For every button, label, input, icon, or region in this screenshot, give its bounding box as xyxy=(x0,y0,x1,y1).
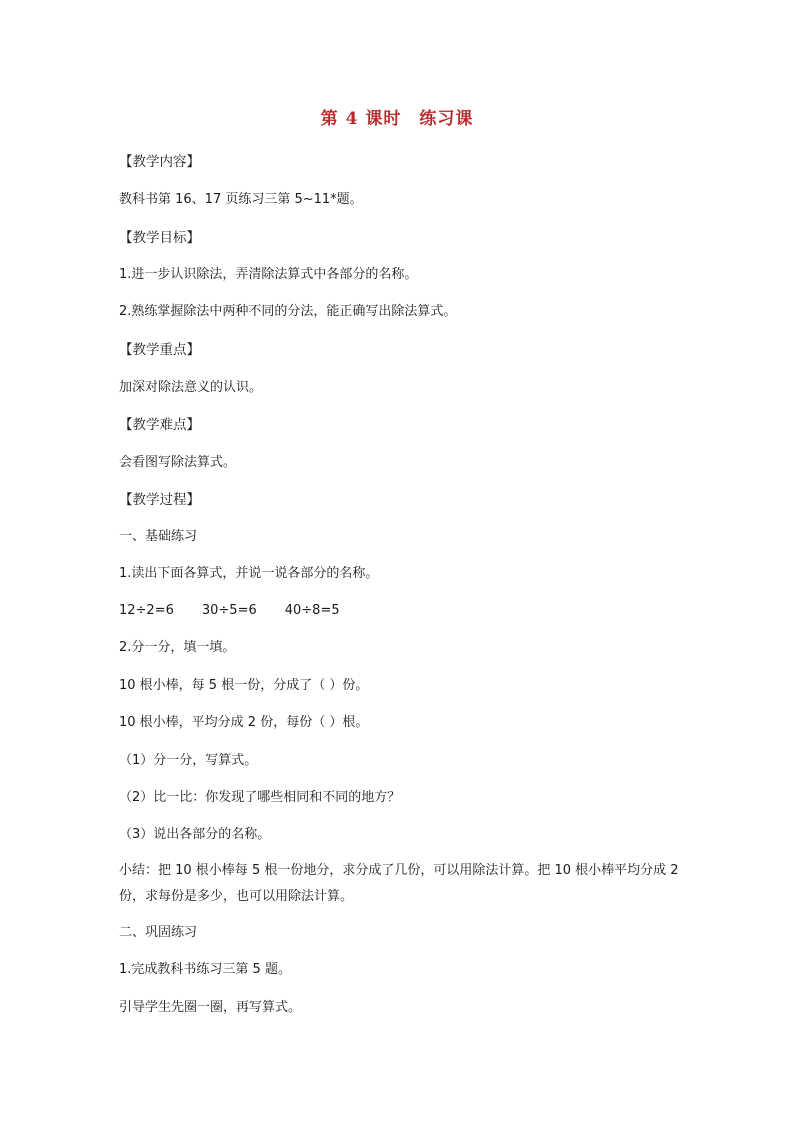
key-heading: 【教学重点】 xyxy=(119,342,200,358)
question-3: 1.完成教科书练习三第 5 题。 xyxy=(119,962,291,977)
lesson-name: 练习课 xyxy=(419,109,474,129)
process-heading: 【教学过程】 xyxy=(119,492,200,508)
part2-heading: 二、巩固练习 xyxy=(119,925,198,940)
goal-item-1: 1.进一步认识除法，弄清除法算式中各部分的名称。 xyxy=(119,267,418,282)
equation: 40÷8=5 xyxy=(284,603,340,618)
question-2-line-2: 10 根小棒，平均分成 2 份，每份（ ）根。 xyxy=(119,715,369,730)
question-2: 2.分一分，填一填。 xyxy=(119,640,236,655)
difficulty-heading: 【教学难点】 xyxy=(119,417,200,433)
key-text: 加深对除法意义的认识。 xyxy=(119,380,263,395)
content-heading: 【教学内容】 xyxy=(119,154,200,170)
step-2: （2）比一比：你发现了哪些相同和不同的地方？ xyxy=(119,790,401,805)
part1-heading: 一、基础练习 xyxy=(119,529,198,544)
equations-row xyxy=(119,599,689,623)
question-1: 1.读出下面各算式，并说一说各部分的名称。 xyxy=(119,566,379,581)
step-1: （1）分一分，写算式。 xyxy=(119,753,258,768)
step-3: （3）说出各部分的名称。 xyxy=(119,827,271,842)
page-title xyxy=(0,104,794,129)
goals-heading: 【教学目标】 xyxy=(119,230,200,246)
equation: 12÷2=6 xyxy=(119,603,174,618)
content-text: 教科书第 16、17 页练习三第 5~11*题。 xyxy=(119,192,363,207)
difficulty-text: 会看图写除法算式。 xyxy=(119,455,237,470)
goal-item-2: 2.熟练掌握除法中两种不同的分法，能正确写出除法算式。 xyxy=(119,304,457,319)
lesson-number: 第 4 课时 xyxy=(320,109,402,129)
question-2-line-1: 10 根小棒，每 5 根一份，分成了（ ）份。 xyxy=(119,678,369,693)
equation: 30÷5=6 xyxy=(201,603,257,618)
summary-paragraph: 小结：把 10 根小棒每 5 根一份地分，求分成了几份，可以用除法计算。把 10 根小棒平均分成 2 份，求每份是多少，也可以用除法计算。 xyxy=(119,863,679,904)
question-3-guide: 引导学生先圈一圈，再写算式。 xyxy=(119,1000,302,1015)
